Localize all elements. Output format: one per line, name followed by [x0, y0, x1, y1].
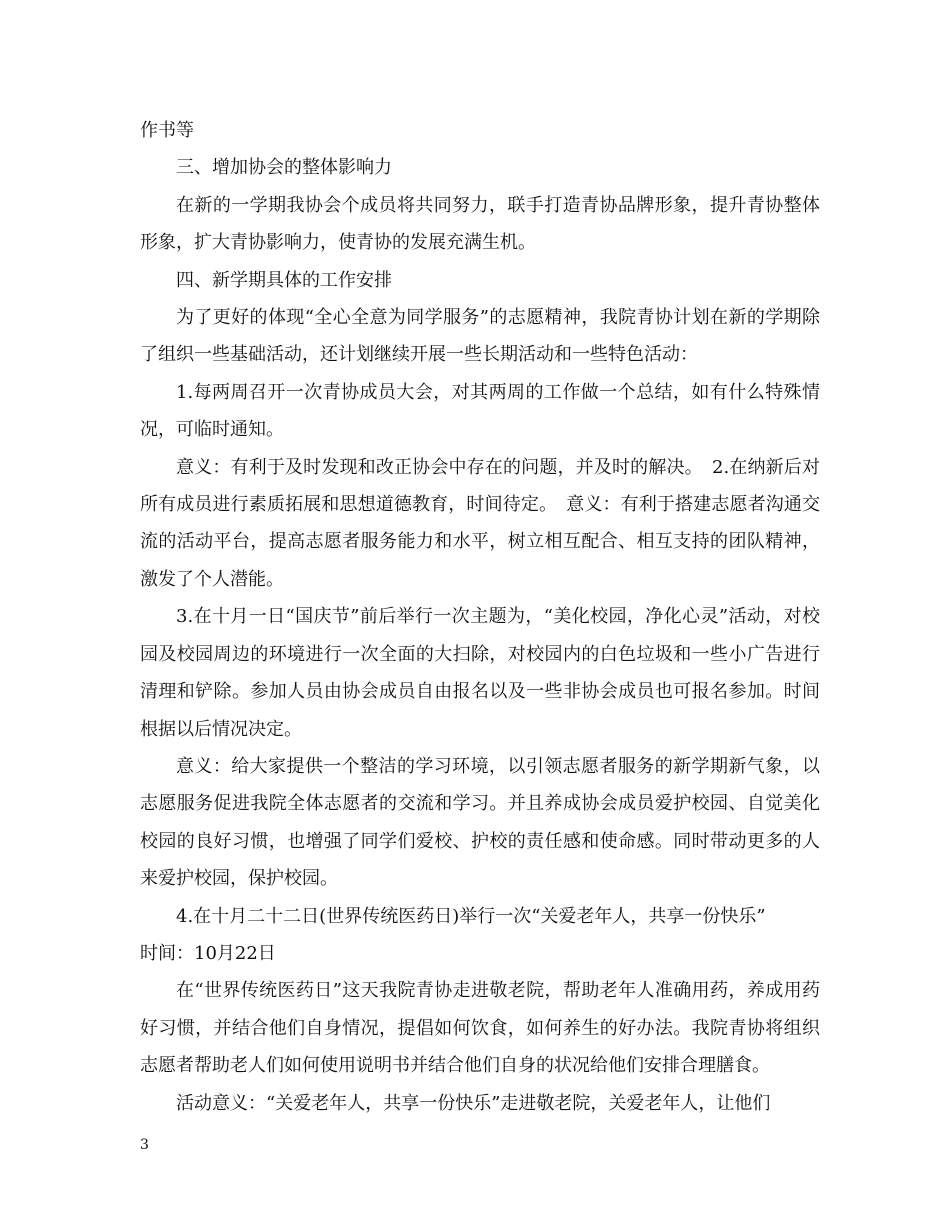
list-item: 3.在十月一日“国庆节”前后举行一次主题为，“美化校园，净化心灵”活动，对校园及校园周边的环境进行一次全面的大扫除，对校园内的白色垃圾和一些小广告进行清理和铲除。参加人员由协会成员自由报名以及一些非协会成员也可报名参加。时间根据以后情况决定。: [140, 606, 820, 740]
paragraph: 作书等: [140, 120, 194, 141]
section-heading: 三、增加协会的整体影响力: [176, 157, 392, 179]
list-item: 4.在十月二十二日(世界传统医药日)举行一次“关爱老年人，共享一份快乐”: [176, 905, 766, 927]
paragraph: 时间：10月22日: [140, 942, 276, 964]
page-number: 3: [140, 1137, 149, 1153]
body-text: [140, 112, 820, 1122]
paragraph: 在新的一学期我协会个成员将共同努力，联手打造青协品牌形象，提升青协整体形象，扩大青协影响力，使青协的发展充满生机。: [140, 194, 820, 254]
paragraph: 活动意义：“关爱老年人，共享一份快乐”走进敬老院，关爱老年人，让他们: [176, 1092, 771, 1114]
list-item: 1.每两周召开一次青协成员大会，对其两周的工作做一个总结，如有什么特殊情况，可临时通知。: [140, 381, 820, 441]
paragraph: 为了更好的体现“全心全意为同学服务”的志愿精神，我院青协计划在新的学期除了组织一些基础活动，还计划继续开展一些长期活动和一些特色活动：: [140, 307, 820, 366]
paragraph: 意义：有利于及时发现和改正协会中存在的问题，并及时的解决。 2.在纳新后对所有成员进行素质拓展和思想道德教育，时间待定。 意义：有利于搭建志愿者沟通交流的活动平台，提高志愿者服务能力和水平，树立相互配合、相互支持的团队精神，激发了个人潜能。: [140, 456, 820, 590]
paragraph: 在“世界传统医药日”这天我院青协走进敬老院，帮助老年人准确用药，养成用药好习惯，并结合他们自身情况，提倡如何饮食，如何养生的好办法。我院青协将组织志愿者帮助老人们如何使用说明书并结合他们自身的状况给他们安排合理膳食。: [140, 980, 820, 1077]
section-heading: 四、新学期具体的工作安排: [176, 269, 392, 291]
paragraph: 意义：给大家提供一个整洁的学习环境，以引领志愿者服务的新学期新气象，以志愿服务促进我院全体志愿者的交流和学习。并且养成协会成员爱护校园、自觉美化校园的良好习惯，也增强了同学们爱校、护校的责任感和使命感。同时带动更多的人来爱护校园，保护校园。: [140, 755, 820, 890]
